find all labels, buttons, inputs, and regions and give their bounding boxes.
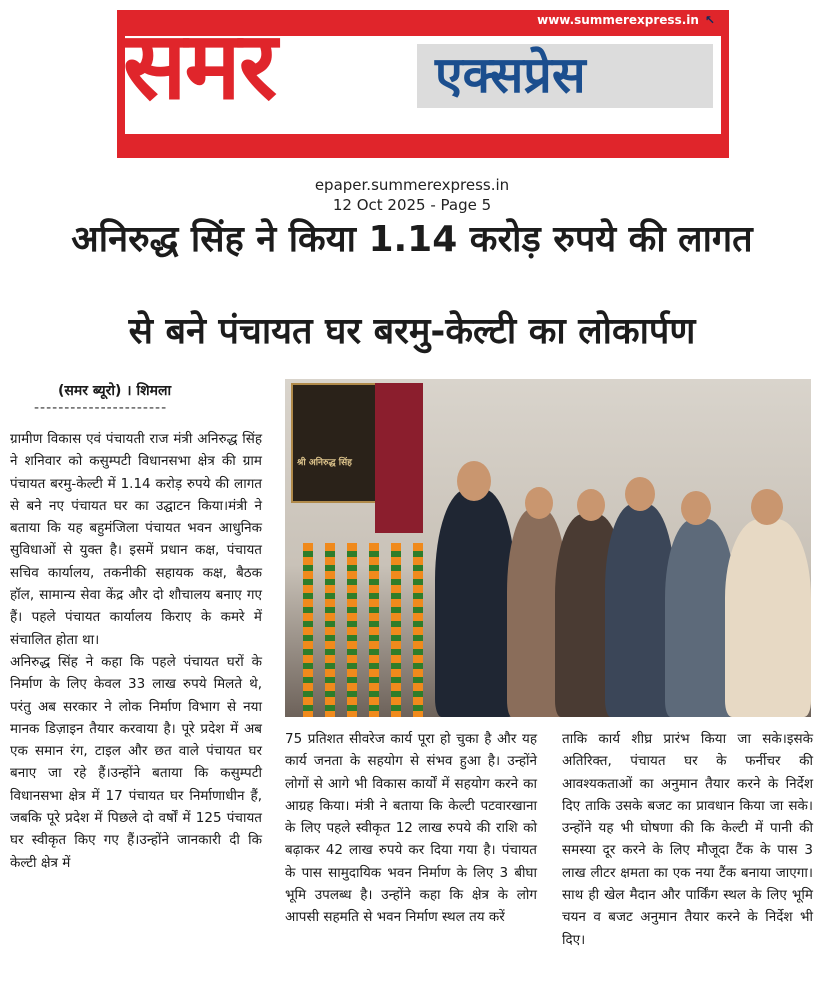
article-photo bbox=[285, 379, 811, 717]
headline-line-2: से बने पंचायत घर बरमु-केल्टी का लोकार्पण bbox=[128, 311, 696, 352]
masthead-website[interactable]: www.summerexpress.in ↖ bbox=[537, 13, 715, 27]
headline-line-1: अनिरुद्ध सिंह ने किया 1.14 करोड़ रुपये की लागत bbox=[71, 219, 753, 260]
article-column-2: 75 प्रतिशत सीवरेज कार्य पूरा हो चुका है और यह कार्य जनता के सहयोग से संभव हुआ है। उन्होंने लोगों से आगे भी विकास कार्यों में सहयोग करने का आग्रह किया। मंत्री ने बताया कि केल्टी पटवारखाना के लिए पहले स्वीकृत 12 लाख रुपये की राशि को बढ़ाकर 42 लाख रुपये कर दिया गया है। पंचायत के पास सामुदायिक भवन निर्माण के लिए 3 बीघा भूमि उपलब्ध है। उन्होंने कहा कि क्षेत्र के लोग आपसी सहमति से भवन निर्माण स्थल तय करें bbox=[285, 731, 537, 926]
cursor-arrow-icon: ↖ bbox=[704, 13, 715, 27]
article-column-3: ताकि कार्य शीघ्र प्रारंभ किया जा सके।इसके अतिरिक्त, पंचायत घर के फर्नीचर की आवश्यकताओं का अनुमान तैयार करने के निर्देश दिए ताकि उसके बजट का प्रावधान किया जा सके।उन्होंने यह भी घोषणा की कि केल्टी में पानी की समस्या दूर करने के लिए मौजूदा टैंक के पास 3 लाख लीटर क्षमता का एक नया टैंक बनाया जाएगा। साथ ही खेल मैदान और पार्किंग स्थल के लिए भूमि चयन व बजट अनुमान तैयार करने के निर्देश भी दिए। bbox=[562, 731, 813, 948]
epaper-url[interactable]: epaper.summerexpress.in bbox=[314, 176, 510, 194]
plaque-name: श्री अनिरुद्ध सिंह bbox=[297, 458, 352, 468]
date-page: 12 Oct 2025 - Page 5 bbox=[332, 196, 492, 214]
plaque bbox=[291, 383, 377, 503]
byline-separator: ---------------------- bbox=[34, 400, 168, 416]
column1-paragraph-2: अनिरुद्ध सिंह ने कहा कि पहले पंचायत घरों के निर्माण के लिए केवल 33 लाख रुपये मिलते थे, परंतु अब सरकार ने लोक निर्माण विभाग से नया मानक डिज़ाइन तैयार करवाया है। पूरे प्रदेश में अब एक समान रंग, टाइल और छत वाले पंचायत घर बनाए जा रहे हैं।उन्होंने बताया कि कसुम्पटी विधानसभा क्षेत्र में 17 पंचायत घर निर्माणाधीन हैं, जबकि पूरे प्रदेश में पिछले दो वर्षों में 125 पंचायत घर स्वीकृत किए गए हैं।उन्होंने जानकारी दी कि केल्टी क्षेत्र में bbox=[10, 653, 262, 871]
column1-paragraph-1: ग्रामीण विकास एवं पंचायती राज मंत्री अनिरुद्ध सिंह ने शनिवार को कसुम्पटी विधानसभा क्षेत्र की ग्राम पंचायत बरमु-केल्टी में 1.14 करोड़ रुपये की लागत से बने नए पंचायत घर का उद्घाटन किया।मंत्री ने बताया कि यह बहुमंजिला पंचायत भवन आधुनिक सुविधाओं से युक्त है। इसमें प्रधान कक्ष, पंचायत सचिव कार्यालय, तकनीकी सहायक कक्ष, बैठक हॉल, सामान्य सेवा केंद्र और दो शौचालय बनाए गए हैं। पहले पंचायत कार्यालय किराए के कमरे में संचालित होता था। bbox=[10, 431, 262, 648]
masthead-logo bbox=[117, 10, 729, 158]
article-column-1 bbox=[10, 428, 262, 874]
masthead-title-big: समर bbox=[123, 12, 276, 121]
curtain bbox=[375, 383, 423, 533]
byline: (समर ब्यूरो) । शिमला bbox=[58, 383, 172, 399]
masthead-title-small: एक्सप्रेस bbox=[435, 46, 586, 104]
